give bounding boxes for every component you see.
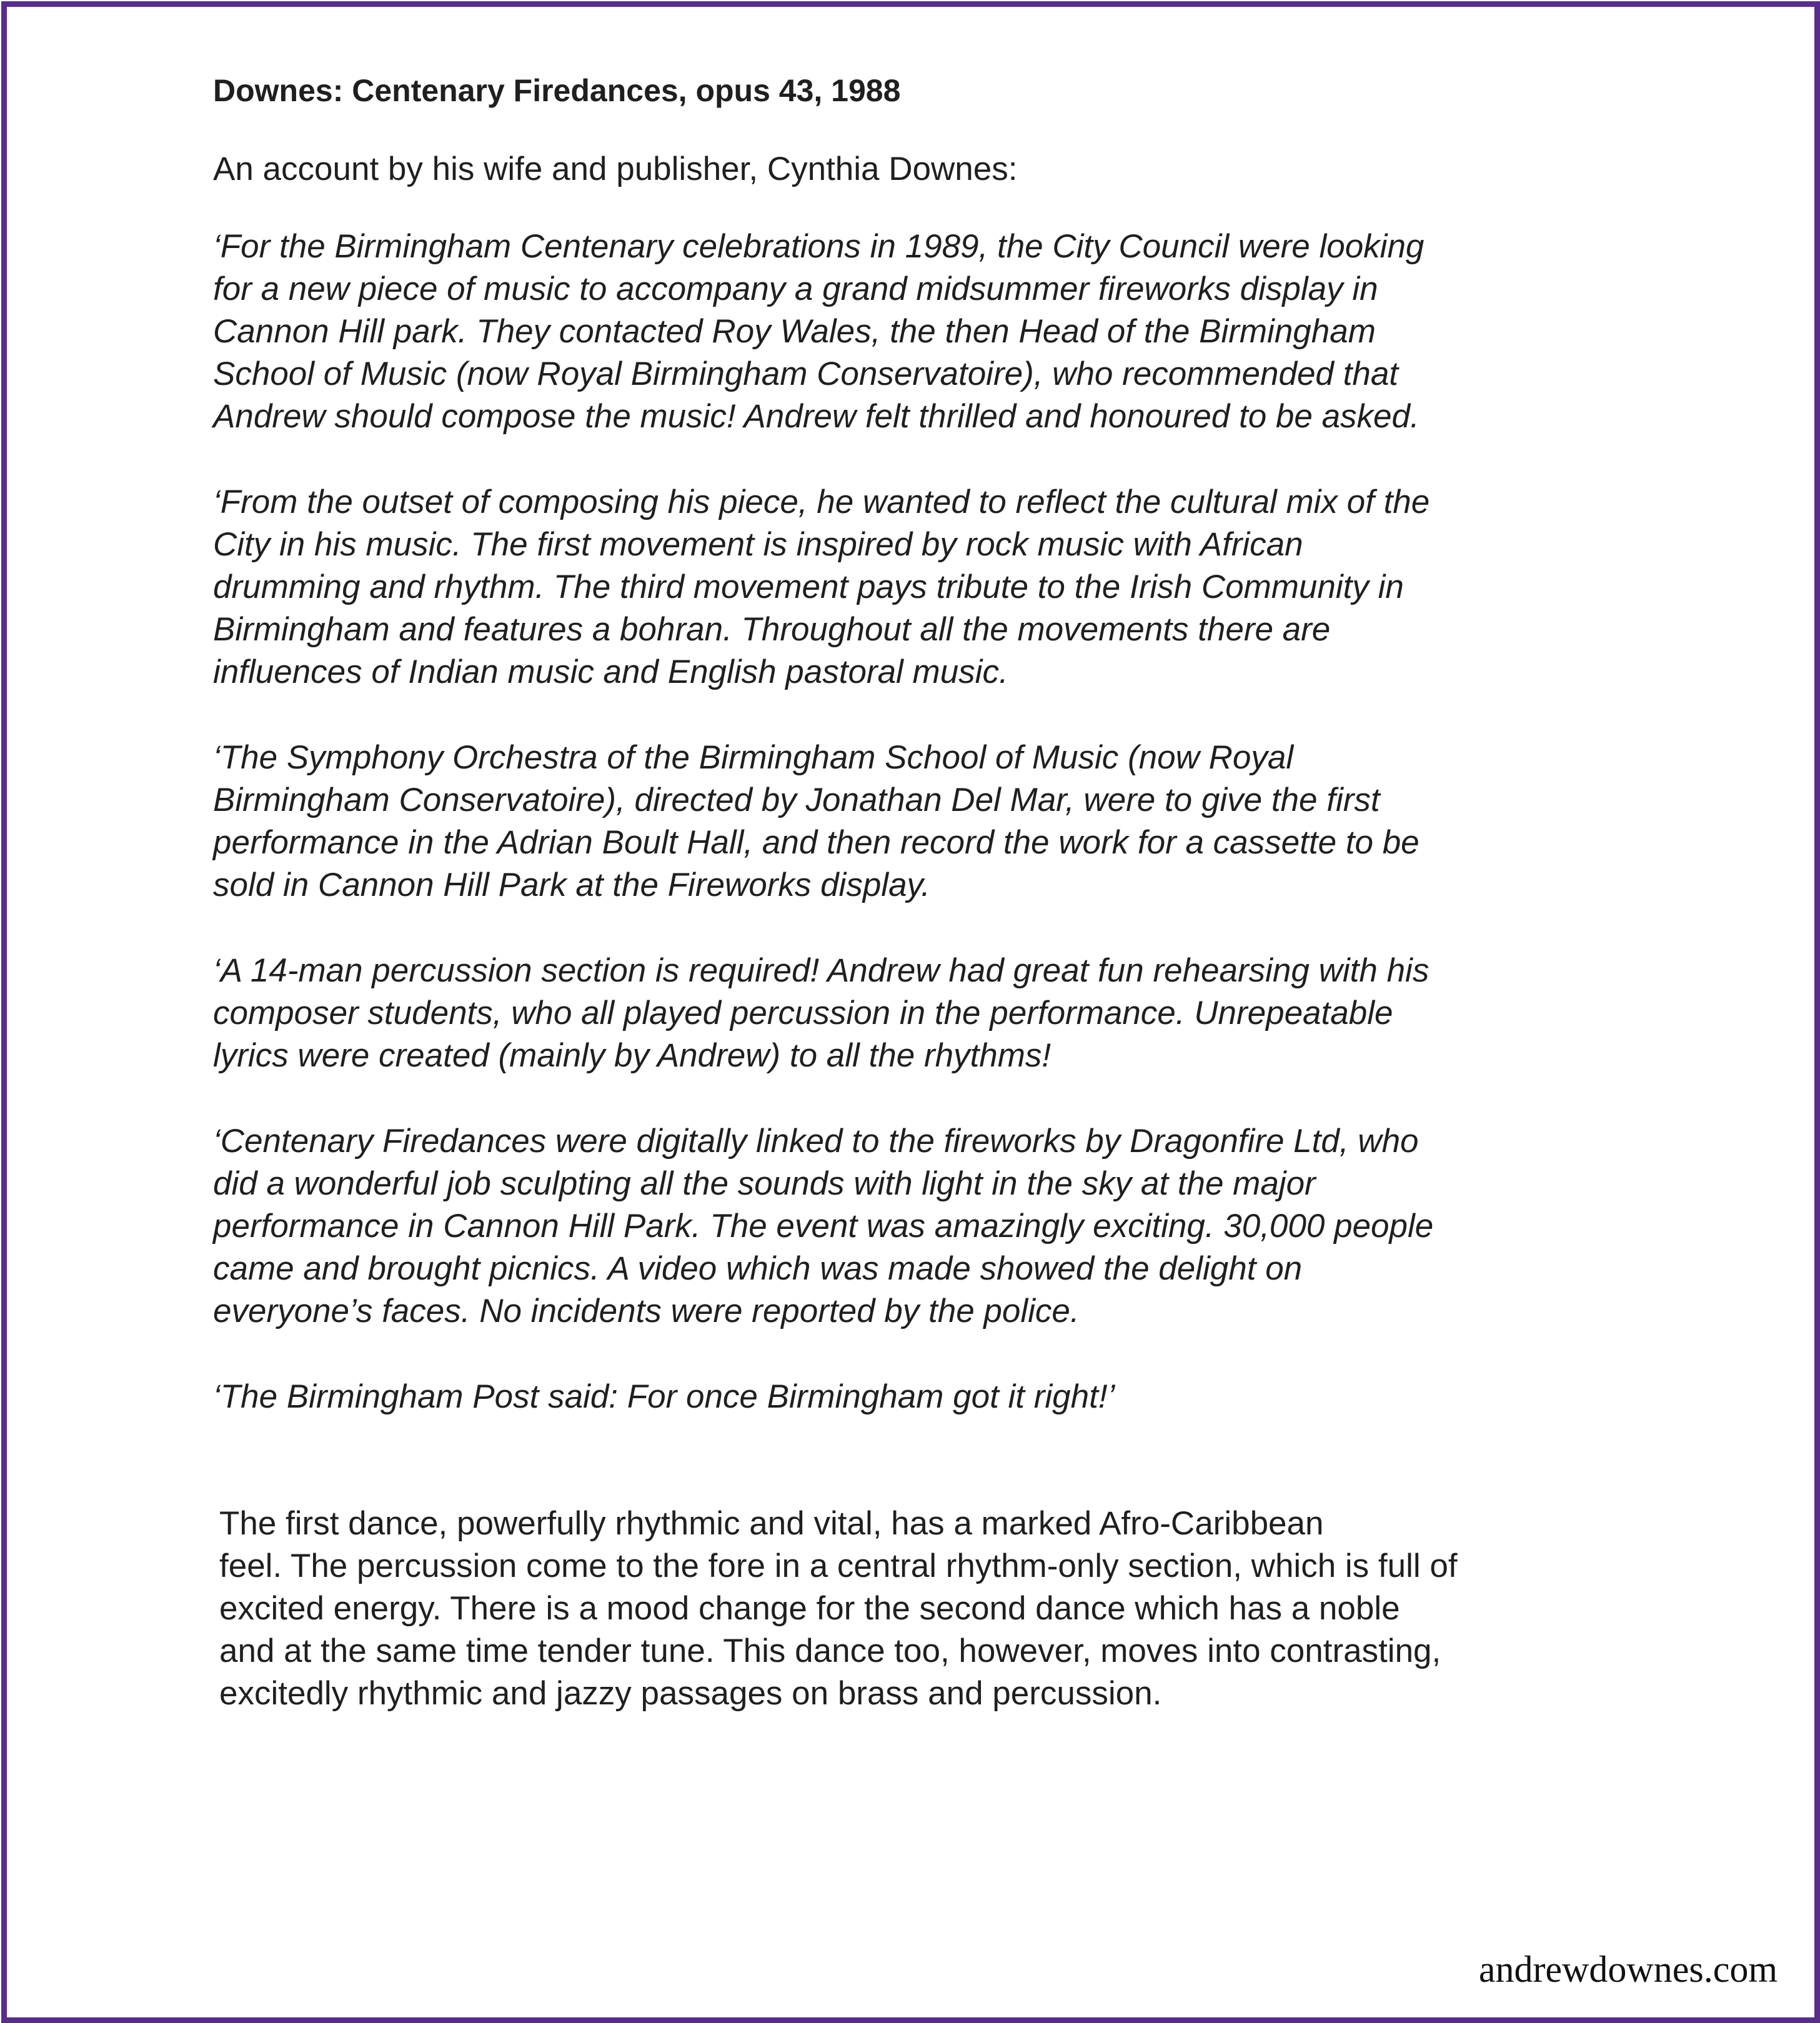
quote-paragraph-5 [213, 1120, 1650, 1333]
quote-line: sold in Cannon Hill Park at the Fireworks display. [213, 867, 930, 903]
quote-paragraph-2 [213, 481, 1650, 693]
quote-line: Cannon Hill park. They contacted Roy Wales, the then Head of the Birmingham [213, 313, 1376, 350]
document-body [213, 69, 1650, 1715]
page-title: Downes: Centenary Firedances, opus 43, 1988 [213, 73, 901, 108]
quote-line: ‘The Symphony Orchestra of the Birmingham School of Music (now Royal [213, 739, 1294, 776]
quote-paragraph-6 [213, 1376, 1650, 1418]
quote-line: for a new piece of music to accompany a grand midsummer fireworks display in [213, 271, 1378, 307]
quote-line: everyone’s faces. No incidents were reported by the police. [213, 1293, 1080, 1330]
footer-website: andrewdownes.com [1478, 1949, 1778, 1990]
page-border [1, 1, 1820, 2023]
quote-line: ‘For the Birmingham Centenary celebrations in 1989, the City Council were looking [213, 228, 1425, 265]
quote-paragraph-1 [213, 226, 1650, 438]
description-line: and at the same time tender tune. This dance too, however, moves into contrasting, [219, 1633, 1441, 1669]
description-paragraph [219, 1503, 1650, 1715]
quote-line: School of Music (now Royal Birmingham Conservatoire), who recommended that [213, 355, 1399, 392]
description-line: The first dance, powerfully rhythmic and vital, has a marked Afro-Caribbean [219, 1505, 1324, 1542]
quote-line: came and brought picnics. A video which was made showed the delight on [213, 1250, 1303, 1287]
quote-block [213, 226, 1650, 1418]
description-line: excited energy. There is a mood change for the second dance which has a noble [219, 1590, 1400, 1627]
quote-line: ‘Centenary Firedances were digitally linked to the fireworks by Dragonfire Ltd, who [213, 1123, 1419, 1160]
description-line: excitedly rhythmic and jazzy passages on brass and percussion. [219, 1675, 1162, 1712]
quote-line: ‘The Birmingham Post said: For once Birmingham got it right!’ [213, 1378, 1115, 1415]
quote-line: influences of Indian music and English pastoral music. [213, 654, 1008, 690]
quote-line: City in his music. The first movement is inspired by rock music with African [213, 526, 1303, 563]
quote-line: performance in Cannon Hill Park. The event was amazingly exciting. 30,000 people [213, 1208, 1434, 1245]
description-line: feel. The percussion come to the fore in a central rhythm-only section, which is full of [219, 1548, 1458, 1584]
quote-line: Birmingham Conservatoire), directed by Jonathan Del Mar, were to give the first [213, 782, 1380, 818]
quote-line: composer students, who all played percussion in the performance. Unrepeatable [213, 995, 1393, 1031]
quote-paragraph-3 [213, 737, 1650, 907]
quote-line: performance in the Adrian Boult Hall, and then record the work for a cassette to be [213, 824, 1420, 861]
quote-line: drumming and rhythm. The third movement pays tribute to the Irish Community in [213, 569, 1404, 605]
quote-paragraph-4 [213, 950, 1650, 1077]
quote-line: Birmingham and features a bohran. Throughout all the movements there are [213, 611, 1331, 648]
intro-text: An account by his wife and publisher, Cynthia Downes: [213, 151, 1018, 187]
quote-line: did a wonderful job sculpting all the sounds with light in the sky at the major [213, 1165, 1316, 1202]
quote-line: ‘From the outset of composing his piece, he wanted to reflect the cultural mix of the [213, 484, 1430, 520]
quote-line: ‘A 14-man percussion section is required! Andrew had great fun rehearsing with his [213, 952, 1430, 989]
quote-line: lyrics were created (mainly by Andrew) to all the rhythms! [213, 1037, 1052, 1074]
quote-line: Andrew should compose the music! Andrew felt thrilled and honoured to be asked. [213, 398, 1420, 435]
